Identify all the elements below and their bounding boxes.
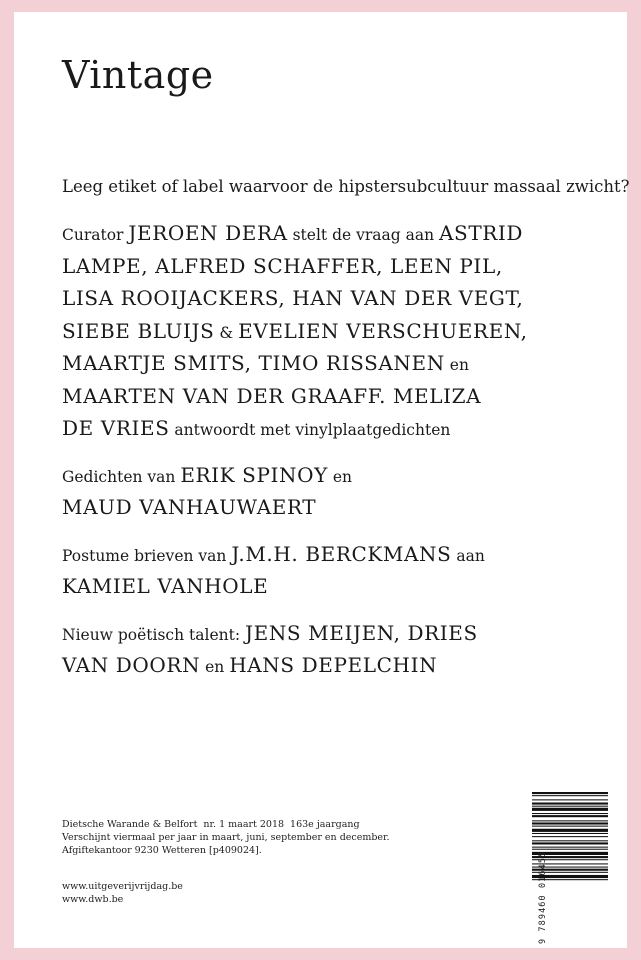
conjunction: en [444,356,469,374]
issue-number: nr. 1 maart 2018 [203,819,285,830]
website-links [62,880,183,906]
publisher-url[interactable]: www.uitgeverijvrijdag.be [62,881,183,892]
curator-text: antwoordt met vinylplaatgedichten [169,421,451,439]
isbn-number: 9 789460 016455 [538,850,548,944]
contributor-names: LAMPE, ALFRED SCHAFFER, LEEN PIL, [62,253,503,278]
ampersand: & [214,323,239,342]
conjunction: en [200,658,230,676]
contributor-names: LISA ROOIJACKERS, HAN VAN DER VEGT, [62,286,524,310]
contributor-name: ASTRID [438,221,524,245]
poet-name: ERIK SPINOY [180,462,328,487]
publication-frequency: Verschijnt viermaal per jaar in maart, juni, september en december. [62,832,390,843]
post-office-info: Afgiftekantoor 9230 Wetteren [p409024]. [62,845,262,856]
contributor-names: MAARTJE SMITS, TIMO RISSANEN [62,351,445,375]
colophon [62,818,390,857]
contributor-names: MAARTEN VAN DER GRAAFF. MELIZA [62,383,482,408]
intro-question: Leeg etiket of label waarvoor de hipstersubcultuur massaal zwicht? [62,177,630,196]
journal-url[interactable]: www.dwb.be [62,894,124,905]
talent-name: HANS DEPELCHIN [229,653,438,677]
letter-recipient-name: KAMIEL VANHOLE [62,574,269,598]
curator-name: JEROEN DERA [128,221,288,245]
talent-paragraph [62,618,622,683]
letters-label: Postume brieven van [62,546,232,565]
contributor-name: SIEBE BLUIJS [62,318,215,343]
poems-label: Gedichten van [62,467,181,486]
conjunction: en [327,467,353,486]
curator-text: stelt de vraag aan [287,226,439,244]
journal-name: Dietsche Warande & Belfort [62,819,198,830]
contributor-name: EVELIEN VERSCHUEREN, [238,318,528,343]
preposition: aan [451,546,485,565]
letters-paragraph [62,539,622,604]
contributor-name: DE VRIES [62,416,170,440]
page-title: Vintage [62,53,214,97]
talent-names: JENS MEIJEN, DRIES [245,620,478,645]
letter-author-name: J.M.H. BERCKMANS [231,541,452,566]
curator-label: Curator [62,226,129,244]
talent-name: VAN DOORN [62,653,201,677]
talent-label: Nieuw poëtisch talent: [62,625,245,644]
cover-content [62,176,630,683]
poet-name: MAUD VANHAUWAERT [62,495,317,519]
curator-paragraph [62,218,622,446]
poems-paragraph [62,460,622,525]
volume-number: 163e jaargang [290,819,360,830]
